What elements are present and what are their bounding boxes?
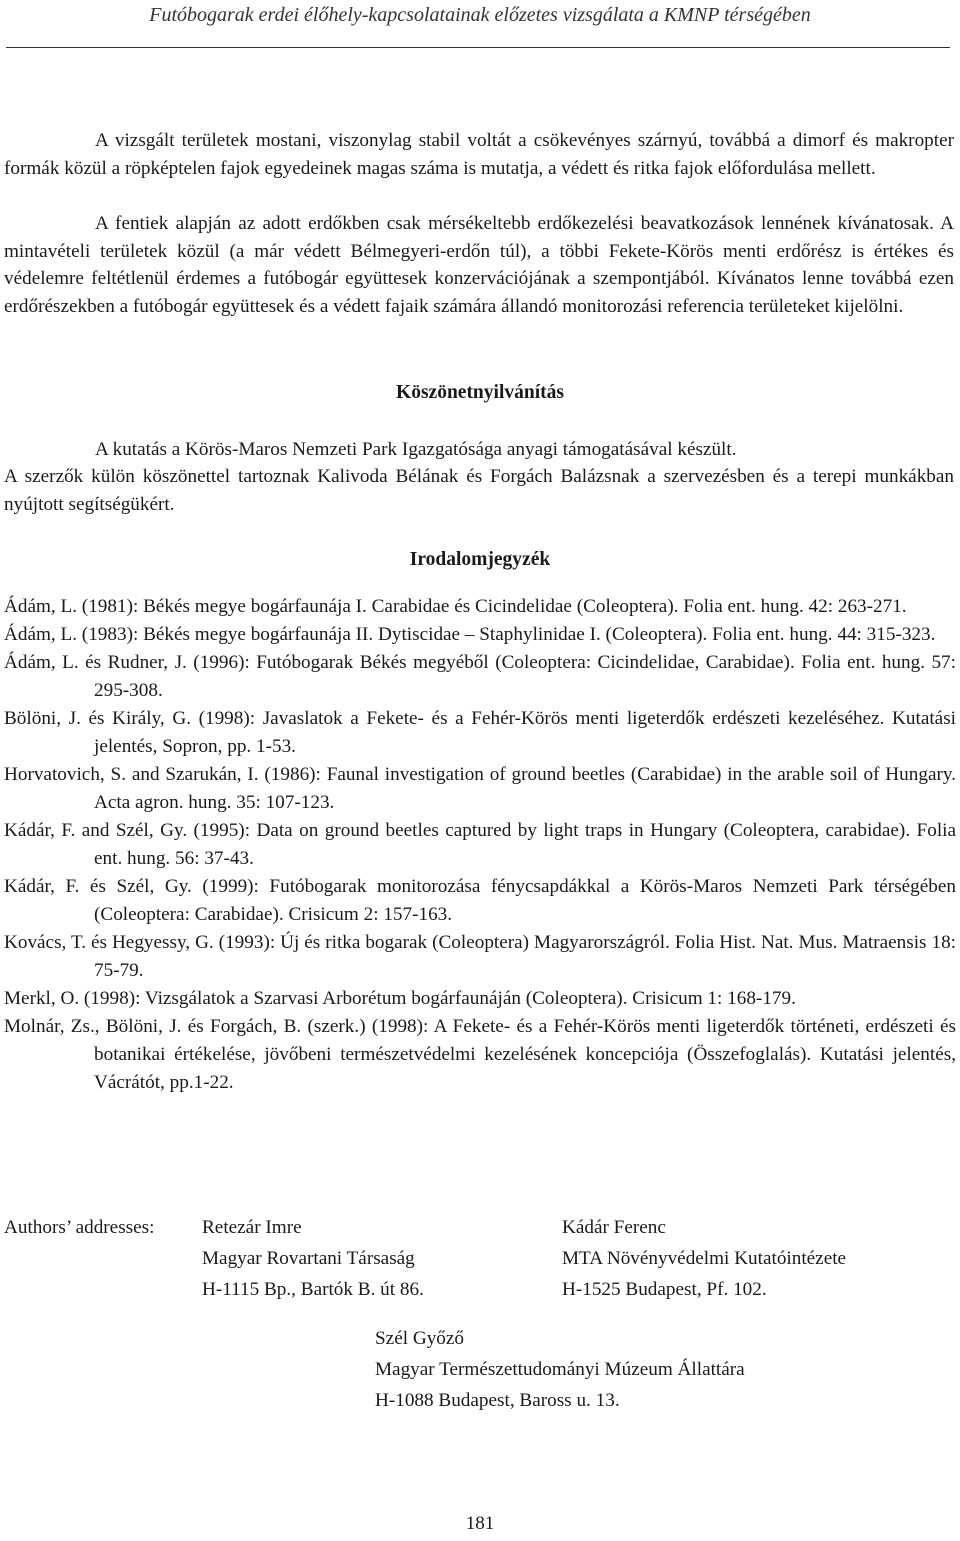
reference-item: Bölöni, J. és Király, G. (1998): Javaslatok a Fekete- és a Fehér-Körös menti ligeterdők erdészeti kezeléséhez. Kutatási jelentés, Sopron, pp. 1-53. [4, 708, 956, 757]
author-name: Kádár Ferenc [562, 1217, 666, 1238]
author-name: Szél Győző [375, 1328, 464, 1349]
author-institution: MTA Növényvédelmi Kutatóintézete [562, 1248, 847, 1269]
references-heading: Irodalomjegyzék [409, 549, 551, 570]
reference-item: Kovács, T. és Hegyessy, G. (1993): Új és ritka bogarak (Coleoptera) Magyarországról. Folia Hist. Nat. Mus. Matraensis 18: 75-79. [4, 932, 956, 981]
reference-item: Kádár, F. and Szél, Gy. (1995): Data on ground beetles captured by light traps in Hungary (Coleoptera, carabidae). Folia ent. hung. 56: 37-43. [4, 820, 956, 869]
authors-addresses-label: Authors’ addresses: [4, 1217, 155, 1238]
reference-item: Kádár, F. és Szél, Gy. (1999): Futóbogarak monitorozása fénycsapdákkal a Körös-Maros Nemzeti Park térségében (Coleoptera: Carabidae). Crisicum 2: 157-163. [4, 876, 956, 925]
reference-list [4, 593, 956, 1097]
author-address-2 [562, 1212, 846, 1305]
body-paragraph-2-text: A fentiek alapján az adott erdőkben csak mérsékeltebb erdőkezelési beavatkozások lennének kívánatosak. A mintavételi területek közül (a már védett Bélmegyeri-erdőn túl), a többi Fekete-Körös menti erdőrész is értékes és védelemre feltétlenül érdemes a futóbogár együttesek konzervációjának a szempontjából. Kívánatos lenne továbbá ezen erdőrészekben a futóbogár együttesek és a védett fajaik számára állandó monitorozási referencia területeket kijelölni. [4, 213, 954, 317]
author-postal-address: H-1088 Budapest, Baross u. 13. [375, 1390, 620, 1411]
author-institution: Magyar Rovartani Társaság [202, 1248, 415, 1269]
acknowledgements-paragraph-1-text: A kutatás a Körös-Maros Nemzeti Park Igazgatósága anyagi támogatásával készült. [95, 439, 737, 460]
reference-item: Molnár, Zs., Bölöni, J. és Forgách, B. (szerk.) (1998): A Fekete- és a Fehér-Körös menti ligeterdők történeti, erdészeti és botanikai értékelése, jövőbeni természetvédelmi kezelésének koncepciója (Összefoglalás). Kutatási jelentés, Vácrátót, pp.1-22. [4, 1016, 956, 1093]
author-name: Retezár Imre [202, 1217, 302, 1238]
author-institution: Magyar Természettudományi Múzeum Állattára [375, 1359, 745, 1380]
reference-item: Merkl, O. (1998): Vizsgálatok a Szarvasi Arborétum bogárfaunáján (Coleoptera). Crisicum 1: 168-179. [4, 988, 796, 1009]
acknowledgements-heading: Köszönetnyilvánítás [396, 382, 564, 403]
page-number: 181 [465, 1513, 495, 1534]
author-postal-address: H-1525 Budapest, Pf. 102. [562, 1279, 767, 1300]
body-paragraph-1-text: A vizsgált területek mostani, viszonylag stabil voltát a csökevényes szárnyú, továbbá a dimorf és makropter formák közül a röpképtelen fajok egyedeinek magas száma is mutatja, a védett és ritka fajok előfordulása mellett. [4, 130, 954, 179]
reference-item: Ádám, L. (1981): Békés megye bogárfaunája I. Carabidae és Cicindelidae (Coleoptera). Folia ent. hung. 42: 263-271. [4, 596, 907, 617]
author-postal-address: H-1115 Bp., Bartók B. út 86. [202, 1279, 424, 1300]
acknowledgements-paragraph-1 [4, 436, 954, 464]
body-paragraph-1 [4, 127, 954, 182]
reference-item: Ádám, L. és Rudner, J. (1996): Futóbogarak Békés megyéből (Coleoptera: Cicindelidae, Carabidae). Folia ent. hung. 57: 295-308. [4, 652, 956, 701]
acknowledgements-paragraph-2 [4, 463, 954, 518]
header-rule [6, 47, 950, 48]
author-address-3 [375, 1323, 745, 1416]
acknowledgements-paragraph-2-text: A szerzők külön köszönettel tartoznak Kalivoda Bélának és Forgách Balázsnak a szervezésben és a terepi munkákban nyújtott segítségükért. [4, 466, 954, 515]
author-address-1 [202, 1212, 424, 1305]
running-header: Futóbogarak erdei élőhely-kapcsolatainak előzetes vizsgálata a KMNP térségében [149, 4, 811, 26]
reference-item: Horvatovich, S. and Szarukán, I. (1986): Faunal investigation of ground beetles (Carabidae) in the arable soil of Hungary. Acta agron. hung. 35: 107-123. [4, 764, 956, 813]
reference-item: Ádám, L. (1983): Békés megye bogárfaunája II. Dytiscidae – Staphylinidae I. (Coleoptera). Folia ent. hung. 44: 315-323. [4, 624, 936, 645]
body-paragraph-2 [4, 210, 954, 320]
